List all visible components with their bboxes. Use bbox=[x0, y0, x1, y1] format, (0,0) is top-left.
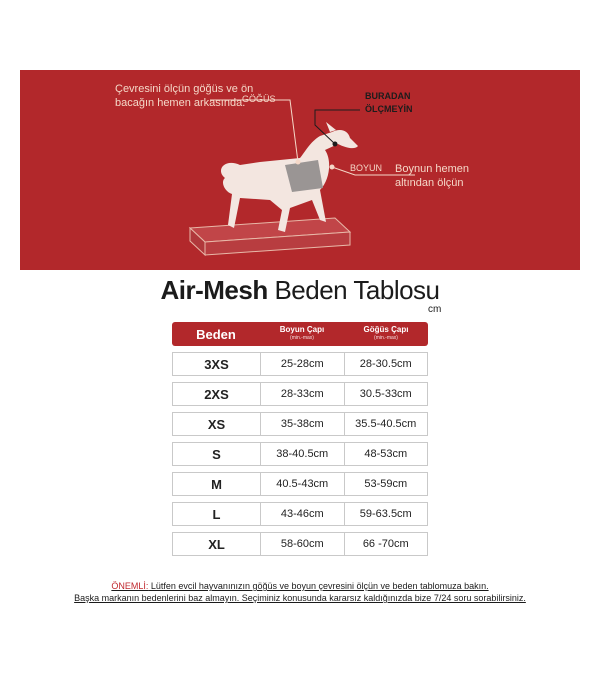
chest-label: GÖĞÜS bbox=[242, 94, 276, 104]
chest-cell: 28-30.5cm bbox=[359, 358, 412, 370]
neck-instructions: Boynun hemen altından ölçün bbox=[395, 163, 469, 189]
table-row bbox=[172, 352, 428, 376]
chest-cell: 59-63.5cm bbox=[359, 508, 412, 520]
header-neck-sub: (min.-max) bbox=[290, 335, 314, 341]
neck-cell: 35-38cm bbox=[261, 413, 345, 435]
header-chest-sub: (min.-max) bbox=[374, 335, 398, 341]
note-label: ÖNEMLİ: bbox=[111, 581, 149, 591]
neck-cell: 38-40.5cm bbox=[261, 443, 345, 465]
neck-label: BOYUN bbox=[350, 163, 383, 173]
neck-cell: 28-33cm bbox=[261, 383, 345, 405]
header-neck-label: Boyun Çapı bbox=[279, 325, 325, 334]
neck-cell: 58-60cm bbox=[261, 533, 345, 555]
header-size: Beden bbox=[196, 326, 236, 342]
size-cell: 3XS bbox=[173, 353, 261, 375]
title-rest: Beden Tablosu bbox=[267, 275, 440, 305]
chest-cell: 30.5-33cm bbox=[359, 388, 412, 400]
table-row bbox=[172, 472, 428, 496]
unit-label: cm bbox=[428, 304, 442, 315]
table-row bbox=[172, 532, 428, 556]
table-row bbox=[172, 442, 428, 466]
do-not-measure-here-label: BURADAN ÖLÇMEYİN bbox=[365, 91, 413, 114]
size-cell: 2XS bbox=[173, 383, 261, 405]
neck-cell: 40.5-43cm bbox=[261, 473, 345, 495]
note-line1: Lütfen evcil hayvanınızın göğüs ve boyun çevresini ölçün ve beden tablomuza bakın. bbox=[148, 581, 489, 591]
note-line2: Başka markanın bedenlerini baz almayın. Seçiminiz konusunda kararsız kaldığınızda bize 7/24 soru sorabilirsiniz. bbox=[74, 593, 526, 603]
neck-cell: 25-28cm bbox=[261, 353, 345, 375]
size-cell: XS bbox=[173, 413, 261, 435]
title-brand: Air-Mesh bbox=[160, 275, 268, 305]
chest-cell: 35.5-40.5cm bbox=[355, 418, 417, 430]
measure-instructions: Çevresini ölçün göğüs ve ön bacağın hemen arkasında. bbox=[115, 83, 254, 109]
size-cell: M bbox=[173, 473, 261, 495]
table-row bbox=[172, 382, 428, 406]
size-cell: XL bbox=[173, 533, 261, 555]
table-row bbox=[172, 412, 428, 436]
chest-cell: 48-53cm bbox=[364, 448, 408, 460]
neck-cell: 43-46cm bbox=[261, 503, 345, 525]
header-chest bbox=[344, 322, 428, 346]
measurement-banner bbox=[20, 70, 580, 270]
header-chest-label: Göğüs Çapı bbox=[363, 325, 409, 334]
chest-cell: 53-59cm bbox=[364, 478, 408, 490]
size-cell: L bbox=[173, 503, 261, 525]
chest-cell: 66 -70cm bbox=[362, 538, 409, 550]
header-neck bbox=[260, 322, 344, 346]
size-table bbox=[172, 322, 428, 562]
table-row bbox=[172, 502, 428, 526]
table-header bbox=[172, 322, 428, 346]
page-title bbox=[0, 275, 600, 306]
size-cell: S bbox=[173, 443, 261, 465]
important-note bbox=[0, 580, 600, 604]
